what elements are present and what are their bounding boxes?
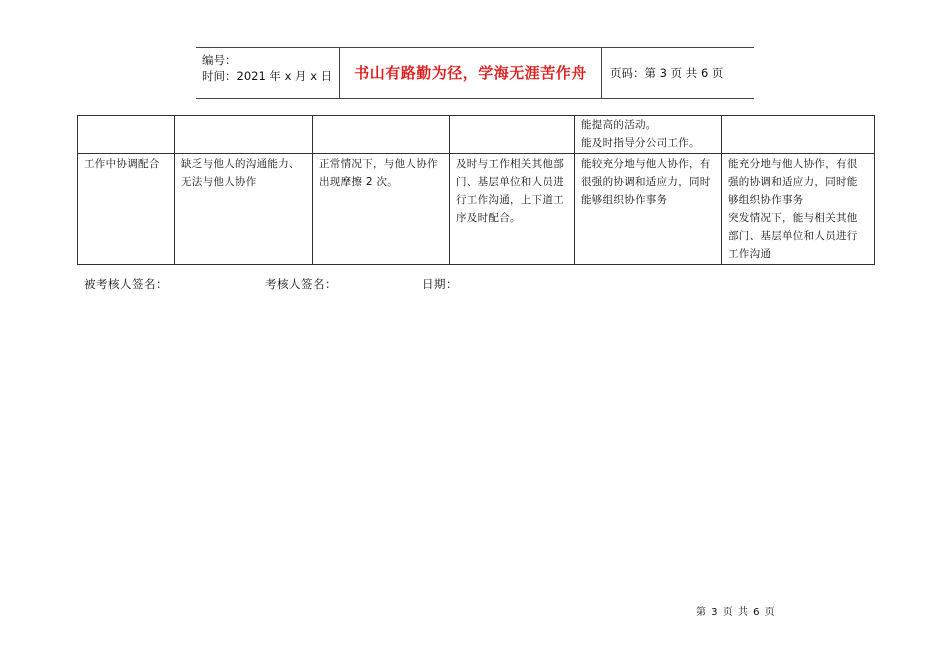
table-cell [78,116,175,154]
table-row [78,116,875,154]
header-motto: 书山有路勤为径，学海无涯苦作舟 [354,64,587,82]
table-cell [722,116,875,154]
assessment-table [77,115,875,265]
table-cell [722,154,875,265]
table-cell [450,116,575,154]
table-cell [175,154,313,265]
cell-text: 突发情况下，能与相关其他部门、基层单位和人员进行工作沟通 [728,212,858,260]
assessee-signature-label: 被考核人签名： [84,277,168,291]
header-meta [202,52,332,84]
cell-text: 工作中协调配合 [84,158,160,170]
assessor-signature-label: 考核人签名： [265,277,337,291]
header-divider [601,48,602,98]
cell-text: 正常情况下，与他人协作出现摩擦 2 次。 [319,158,438,188]
cell-text: 能充分地与他人协作，有很强的协调和适应力，同时能够组织协作事务 [728,158,858,206]
time-label: 时间：2021 年 x 月 x 日 [202,69,333,83]
cell-text: 能较充分地与他人协作，有很强的协调和适应力，同时能够组织协作事务 [581,158,711,206]
date-label: 日期： [422,277,458,291]
page-footer: 第 3 页 共 6 页 [696,607,776,618]
number-label: 编号： [202,53,237,67]
table-cell [313,154,450,265]
item-name-cell [78,154,175,265]
table-cell [575,154,722,265]
table-cell [450,154,575,265]
cell-text: 能提高的活动。 [581,119,657,131]
header-page-code: 页码：第 3 页 共 6 页 [610,66,724,80]
cell-text: 缺乏与他人的沟通能力、无法与他人协作 [181,158,300,188]
document-header [196,47,754,99]
cell-text: 能及时指导分公司工作。 [581,137,700,149]
table-cell [175,116,313,154]
table-cell [313,116,450,154]
cell-text: 及时与工作相关其他部门、基层单位和人员进行工作沟通，上下道工序及时配合。 [456,158,564,224]
table-row [78,154,875,265]
table-cell [575,116,722,154]
